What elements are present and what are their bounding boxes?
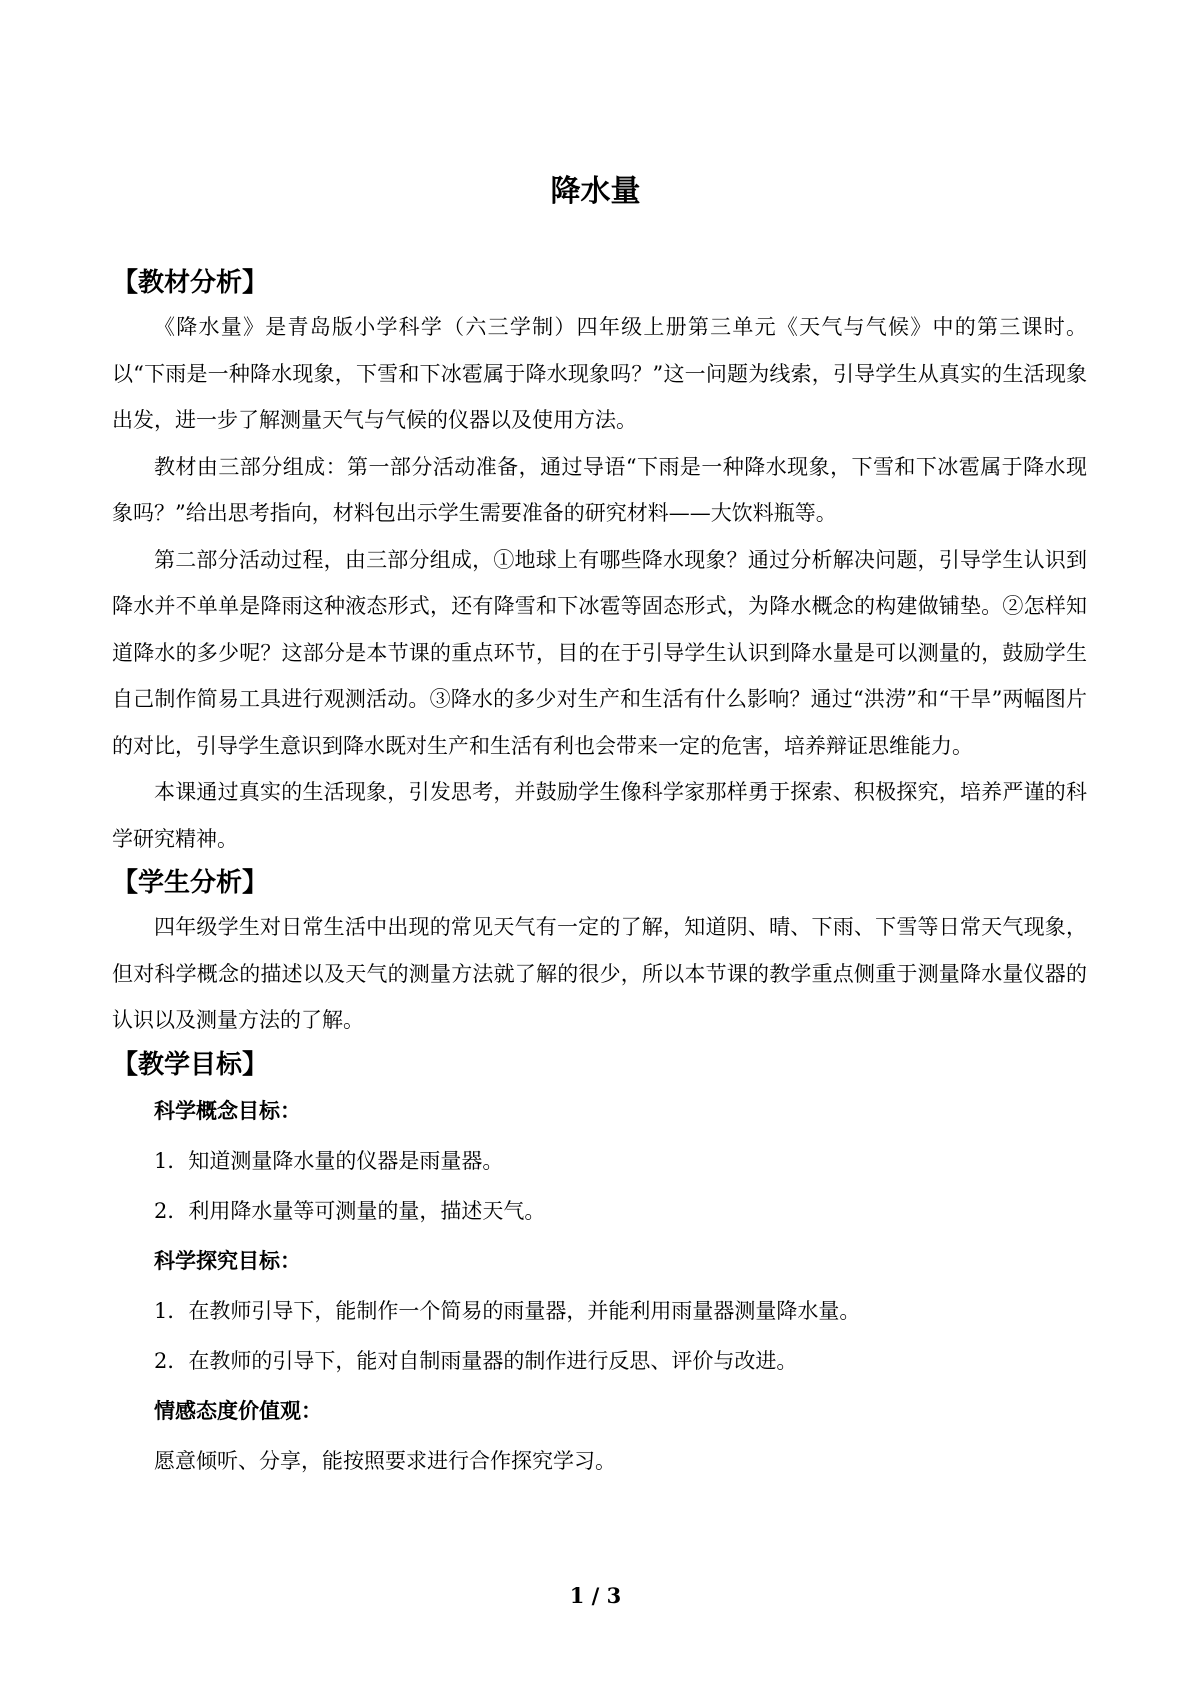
section-heading: 【教材分析】: [112, 268, 269, 298]
goal-subheading-concept: 科学概念目标：: [154, 1098, 301, 1123]
paragraph: 第二部分活动过程，由三部分组成，①地球上有哪些降水现象？通过分析解决问题，引导学生认识到降水并不单单是降雨这种液态形式，还有降雪和下冰雹等固态形式，为降水概念的构建做铺垫。②怎样知道降水的多少呢？这部分是本节课的重点环节，目的在于引导学生认识到降水量是可以测量的，鼓励学生自己制作简易工具进行观测活动。③降水的多少对生产和生活有什么影响？通过“洪涝”和“干旱”两幅图片的对比，引导学生意识到降水既对生产和生活有利也会带来一定的危害，培养辩证思维能力。: [112, 547, 1087, 758]
section-student-analysis: [112, 862, 1087, 1044]
section-heading: 【学生分析】: [112, 868, 269, 898]
section-teaching-goals: [112, 1044, 1087, 1486]
goal-item: 2．在教师的引导下，能对自制雨量器的制作进行反思、评价与改进。: [154, 1348, 798, 1373]
paragraph: 《降水量》是青岛版小学科学（六三学制）四年级上册第三单元《天气与气候》中的第三课时。以“下雨是一种降水现象，下雪和下冰雹属于降水现象吗？”这一问题为线索，引导学生从真实的生活现象出发，进一步了解测量天气与气候的仪器以及使用方法。: [112, 315, 1087, 432]
document-body: [112, 262, 1087, 1486]
goal-item: 2．利用降水量等可测量的量，描述天气。: [154, 1198, 546, 1223]
goal-subheading-inquiry: 科学探究目标：: [154, 1248, 301, 1273]
paragraph: 教材由三部分组成：第一部分活动准备，通过导语“下雨是一种降水现象，下雪和下冰雹属于降水现象吗？”给出思考指向，材料包出示学生需要准备的研究材料——大饮料瓶等。: [112, 454, 1087, 525]
page-number: 1 / 3: [569, 1583, 622, 1608]
goal-item: 1．知道测量降水量的仪器是雨量器。: [154, 1148, 504, 1173]
section-material-analysis: [112, 262, 1087, 862]
paragraph: 四年级学生对日常生活中出现的常见天气有一定的了解，知道阴、晴、下雨、下雪等日常天气现象，但对科学概念的描述以及天气的测量方法就了解的很少，所以本节课的教学重点侧重于测量降水量仪器的认识以及测量方法的了解。: [112, 915, 1087, 1032]
paragraph: 本课通过真实的生活现象，引发思考，并鼓励学生像科学家那样勇于探索、积极探究，培养严谨的科学研究精神。: [112, 780, 1087, 851]
goal-subheading-attitude: 情感态度价值观：: [154, 1398, 322, 1423]
document-title: 降水量: [550, 174, 641, 209]
goal-item: 1．在教师引导下，能制作一个简易的雨量器，并能利用雨量器测量降水量。: [154, 1298, 861, 1323]
section-heading: 【教学目标】: [112, 1049, 269, 1080]
goal-item: 愿意倾听、分享，能按照要求进行合作探究学习。: [154, 1448, 616, 1473]
